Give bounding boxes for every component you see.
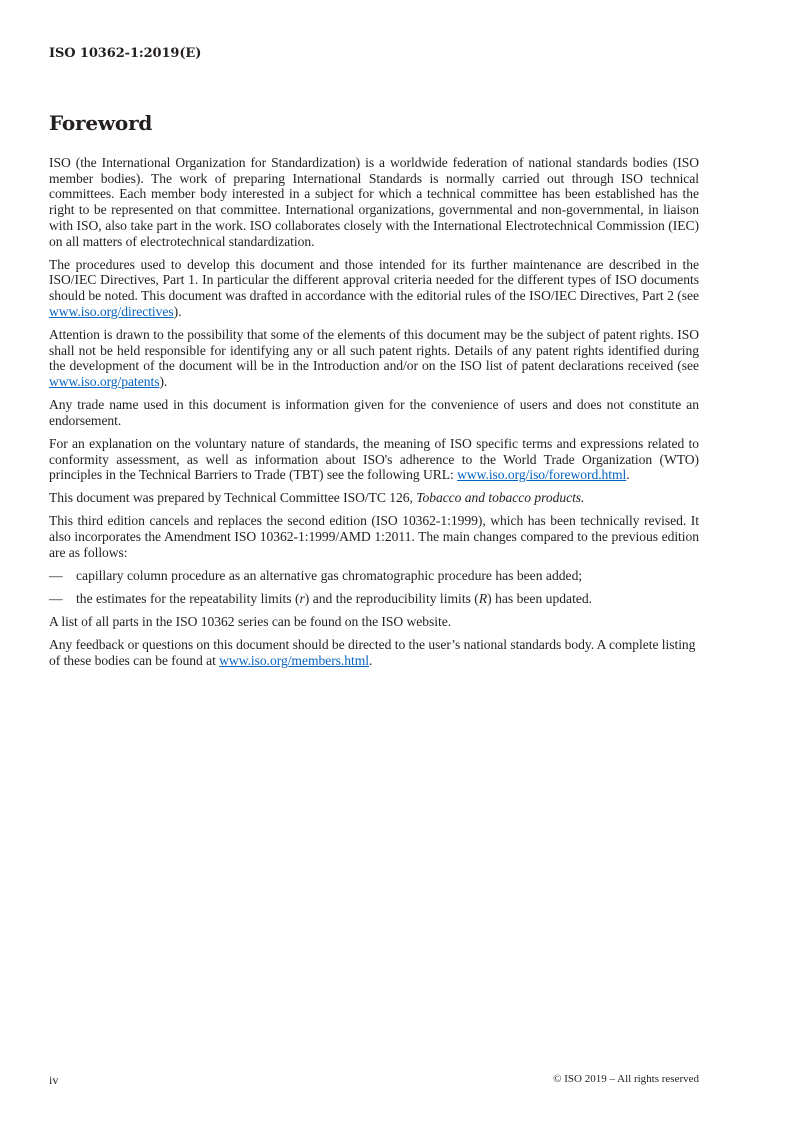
foreword-link[interactable]: www.iso.org/iso/foreword.html [457, 467, 627, 483]
paragraph-series-list: A list of all parts in the ISO 10362 series can be found on the ISO website. [49, 614, 452, 630]
changes-list [49, 568, 699, 607]
paragraph-text: The procedures used to develop this document and those intended for its further maintenance are described in the ISO/IEC Directives, Part 1. In particular the different approval criteria needed for the different types of ISO documents should be noted. This document was drafted in accordance with the editorial rules of the ISO/IEC Directives, Part 2 (see [49, 256, 699, 304]
paragraph-patents [49, 327, 699, 390]
paragraph-text: . [369, 652, 373, 668]
paragraph-text: . [626, 467, 630, 483]
paragraph-feedback [49, 637, 699, 668]
dash-bullet-icon: — [49, 591, 63, 606]
paragraph-text: ). [173, 303, 182, 319]
reproducibility-symbol: R [478, 591, 488, 606]
page-number: iv [49, 1073, 59, 1087]
committee-title: Tobacco and tobacco products. [416, 490, 585, 506]
paragraph-committee [49, 490, 699, 506]
foreword-body [49, 155, 699, 676]
list-item-text: ) and the reproducibility limits ( [304, 591, 479, 606]
section-title: Foreword [49, 111, 153, 135]
directives-link[interactable]: www.iso.org/directives [49, 303, 174, 319]
paragraph-text: This document was prepared by Technical Committee ISO/TC 126, [49, 490, 417, 506]
paragraph-text: Any feedback or questions on this document should be directed to the user’s national standards body. A complete listing of these bodies can be found at [49, 637, 696, 668]
paragraph-voluntary-nature [49, 436, 699, 483]
list-item-text: the estimates for the repeatability limits ( [76, 591, 300, 606]
paragraph-text: Attention is drawn to the possibility that some of the elements of this document may be the subject of patent rights. ISO shall not be held responsible for identifying any or all such patent rights. Details of any patent rights identified during the development of the document will be in the Introduction and/or on the ISO list of patent declarations received (see [49, 326, 699, 374]
paragraph-text: ). [159, 373, 168, 389]
list-item [49, 591, 699, 607]
paragraph-procedures [49, 257, 699, 320]
document-page [49, 0, 699, 1122]
paragraph-iso-intro: ISO (the International Organization for Standardization) is a worldwide federation of national standards bodies (ISO member bodies). The work of preparing International Standards is normally carried out through ISO technical committees. Each member body interested in a subject for which a technical committee has been established has the right to be represented on that committee. International organizations, governmental and non-governmental, in liaison with ISO, also take part in the work. ISO collaborates closely with the International Electrotechnical Commission (IEC) on all matters of electrotechnical standardization. [49, 155, 699, 249]
copyright-notice: © ISO 2019 – All rights reserved [553, 1073, 699, 1085]
paragraph-edition: This third edition cancels and replaces the second edition (ISO 10362-1:1999), which has been technically revised. It also incorporates the Amendment ISO 10362-1:1999/AMD 1:2011. The main changes compared to the previous edition are as follows: [49, 513, 699, 560]
dash-bullet-icon: — [49, 567, 63, 583]
document-id-header: ISO 10362-1:2019(E) [49, 46, 202, 61]
list-item [49, 568, 699, 584]
paragraph-trade-name: Any trade name used in this document is information given for the convenience of users and does not constitute an endorsement. [49, 397, 699, 428]
paragraph-text: For an explanation on the voluntary nature of standards, the meaning of ISO specific terms and expressions related to conformity assessment, as well as information about ISO's adherence to the World Trade Organization (WTO) principles in the Technical Barriers to Trade (TBT) see the following URL: [49, 435, 699, 483]
members-link[interactable]: www.iso.org/members.html [219, 652, 369, 668]
list-item-text: ) has been updated. [487, 591, 593, 606]
list-item-text: capillary column procedure as an alternative gas chromatographic procedure has been added; [76, 567, 583, 583]
patents-link[interactable]: www.iso.org/patents [49, 373, 160, 389]
repeatability-symbol: r [299, 591, 305, 606]
